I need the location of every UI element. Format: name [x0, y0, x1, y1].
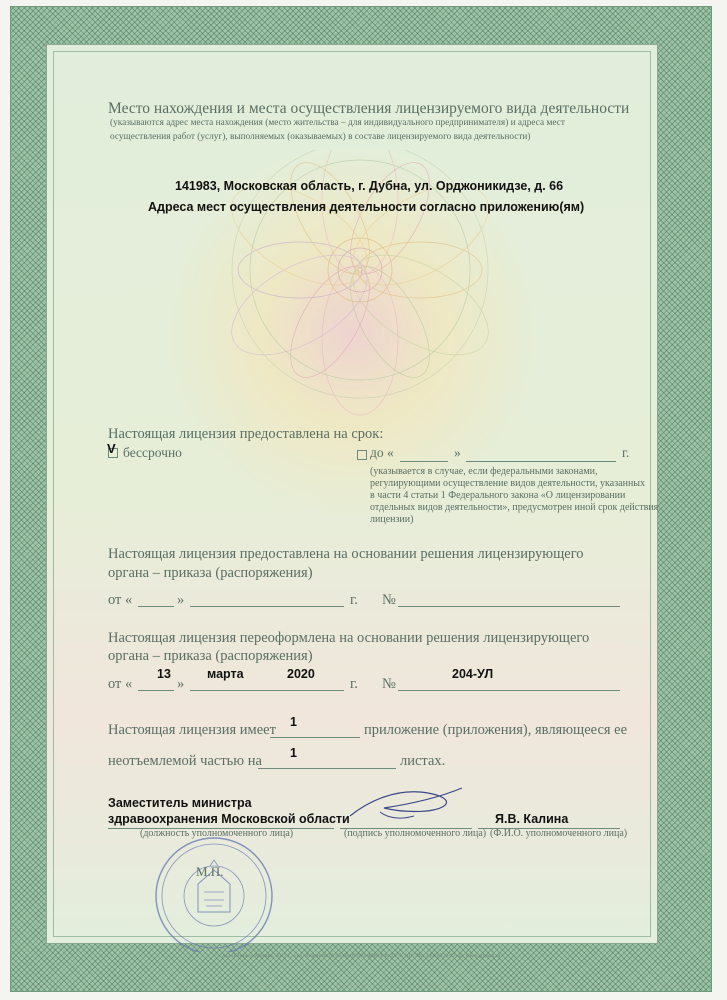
address-line2: Адреса мест осуществления деятельности согласно приложению(ям) [148, 200, 585, 214]
reissue-date-line [190, 690, 344, 691]
rosette-watermark [190, 150, 530, 440]
appendix-sheets-suffix: листах. [400, 753, 446, 769]
appendix-sheets-line [258, 768, 396, 769]
term-note-line1: (указывается в случае, если федеральными законами, [370, 466, 598, 477]
reissue-number: 204-УЛ [452, 667, 494, 681]
reissue-day-line [138, 690, 174, 691]
caption-signature: (подпись уполномоченного лица) [344, 828, 487, 839]
term-heading: Настоящая лицензия предоставлена на срок: [108, 426, 384, 442]
until-day-line [400, 461, 448, 462]
reissue-from-close: » [177, 676, 185, 692]
signer-position-line2: здравоохранения Московской области [108, 812, 350, 826]
reissue-month: марта [207, 667, 244, 681]
reissue-line1: Настоящая лицензия переоформлена на основании решения лицензирующего [108, 630, 590, 646]
location-heading: Место нахождения и места осуществления лицензируемого вида деятельности [108, 100, 630, 117]
handwritten-signature [340, 782, 470, 826]
indefinite-check-mark: V [107, 441, 116, 456]
appendix-count-line [270, 737, 360, 738]
term-note-line5: лицензии) [370, 514, 414, 525]
location-note-line2: осуществления работ (услуг), выполняемых (оказываемых) в составе лицензируемого вида деятельности) [110, 132, 531, 142]
basis-line2: органа – приказа (распоряжения) [108, 565, 313, 581]
basis-from-open: от « [108, 592, 133, 608]
term-note-line2: регулирующими осуществление видов деятельности, указанных [370, 478, 646, 489]
location-note-line1: (указываются адрес места нахождения (место жительства – для индивидуального предпринимателя) и адреса мест [110, 118, 565, 128]
stamp-place-label: М.П. [196, 864, 224, 879]
basis-from-close: » [177, 592, 185, 608]
until-checkbox [357, 450, 367, 460]
basis-number-line [398, 606, 620, 607]
address-line1: 141983, Московская область, г. Дубна, ул. Орджоникидзе, д. 66 [175, 179, 564, 193]
indefinite-label: бессрочно [123, 445, 182, 460]
reissue-year-suffix: г. [350, 676, 358, 692]
basis-line1: Настоящая лицензия предоставлена на основании решения лицензирующего [108, 546, 584, 562]
signer-name: Я.В. Калина [495, 812, 569, 826]
signer-position-line1: Заместитель министра [108, 796, 252, 810]
basis-number-sign: № [382, 592, 396, 608]
until-date-line [466, 461, 616, 462]
appendix-line2-prefix: неотъемлемой частью на [108, 753, 262, 769]
reissue-number-line [398, 690, 620, 691]
term-note-line3: в части 4 статьи 1 Федерального закона «О лицензировании [370, 490, 626, 501]
term-note-line4: отдельных видов деятельности», предусмотрен иной срок действия [370, 502, 659, 513]
caption-name: (Ф.И.О. уполномоченного лица) [490, 828, 628, 839]
until-year-suffix: г. [622, 445, 630, 460]
until-prefix: до « [370, 445, 394, 460]
printer-imprint: АО «Гознак», Москва, 2017 г., «Б», Лицензия № 05-05-09/003 ФНС РФ, ТУ-К 101. Тел. (495) 726-47-42, www.goznak.ru [222, 953, 501, 959]
reissue-from-open: от « [108, 676, 133, 692]
basis-date-line [190, 606, 344, 607]
appendix-suffix: приложение (приложения), являющееся ее [364, 722, 628, 738]
caption-position: (должность уполномоченного лица) [140, 828, 294, 839]
appendix-sheets: 1 [290, 746, 297, 760]
appendix-count: 1 [290, 715, 297, 729]
appendix-prefix: Настоящая лицензия имеет [108, 722, 276, 738]
basis-day-line [138, 606, 174, 607]
until-mid: » [454, 445, 461, 460]
reissue-line2: органа – приказа (распоряжения) [108, 648, 313, 664]
basis-year-suffix: г. [350, 592, 358, 608]
reissue-day: 13 [157, 667, 171, 681]
reissue-year: 2020 [287, 667, 315, 681]
official-stamp-seal [140, 826, 288, 952]
reissue-number-sign: № [382, 676, 396, 692]
